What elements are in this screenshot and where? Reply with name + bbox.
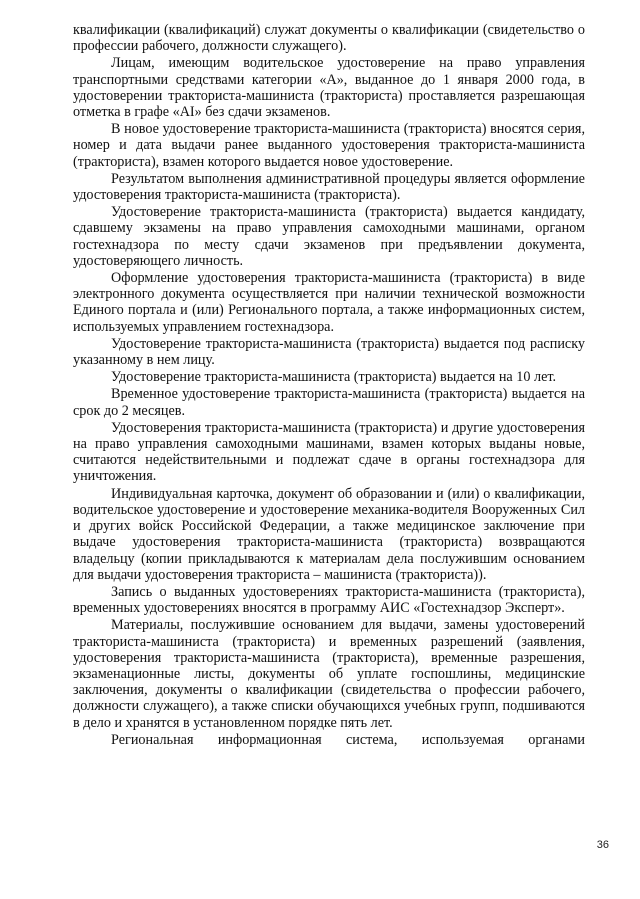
paragraph: Материалы, послужившие основанием для выдачи, замены удостоверений тракториста-машиниста (тракториста) и временных разрешений (заявления, удостоверения тракториста-машиниста (тракториста), временные разрешения, экзаменационные листы, документы об уплате госпошлины, медицинские заключения, документы о квалификации (свидетельства о профессии рабочего, должности служащего), а также списки обучающихся учебных групп, подшиваются в дело и хранятся в установленном порядке пять лет. bbox=[73, 617, 585, 731]
paragraph: Индивидуальная карточка, документ об образовании и (или) о квалификации, водительское удостоверение и удостоверение механика-водителя Вооруженных Сил и других войск Российской Федерации, а также медицинское заключение при выдаче удостоверения тракториста-машиниста (тракториста) возвращаются владельцу (копии прикладываются к материалам дела послужившим основанием для выдачи удостоверения тракториста – машиниста (тракториста)). bbox=[73, 485, 585, 583]
paragraph: Запись о выданных удостоверениях тракториста-машиниста (тракториста), временных удостоверениях вносятся в программу АИС «Гостехнадзор Эксперт». bbox=[73, 583, 585, 617]
paragraph: Оформление удостоверения тракториста-машиниста (тракториста) в виде электронного документа осуществляется при наличии технической возможности Единого портала и (или) Регионального портала, а также информационных систем, используемых управлением гостехнадзора. bbox=[73, 270, 585, 335]
paragraph: Результатом выполнения административной процедуры является оформление удостоверения тракториста-машиниста (тракториста). bbox=[73, 170, 585, 204]
paragraph: Удостоверение тракториста-машиниста (тракториста) выдается кандидату, сдавшему экзамены на право управления самоходными машинами, органом гостехнадзора по месту сдачи экзаменов при предъявлении документа, удостоверяющего личность. bbox=[73, 204, 585, 269]
paragraph: В новое удостоверение тракториста-машиниста (тракториста) вносятся серия, номер и дата выдачи ранее выданного удостоверения тракториста-машиниста (тракториста), взамен которого выдается новое удостоверение. bbox=[73, 121, 585, 170]
paragraph: квалификации (квалификаций) служат документы о квалификации (свидетельство о профессии рабочего, должности служащего). bbox=[73, 22, 585, 55]
paragraph: Удостоверение тракториста-машиниста (тракториста) выдается под расписку указанному в нем лицу. bbox=[73, 335, 585, 369]
paragraph: Лицам, имеющим водительское удостоверение на право управления транспортными средствами категории «А», выданное до 1 января 2000 года, в удостоверении тракториста-машиниста (тракториста) проставляется разрешающая отметка в графе «AI» без сдачи экзаменов. bbox=[73, 55, 585, 121]
paragraph: Региональная информационная система, используемая органами bbox=[111, 731, 585, 748]
paragraph: Удостоверение тракториста-машиниста (тракториста) выдается на 10 лет. bbox=[111, 369, 557, 386]
document-body bbox=[73, 22, 585, 749]
page-number: 36 bbox=[596, 839, 609, 851]
paragraph: Временное удостоверение тракториста-машиниста (тракториста) выдается на срок до 2 месяцев. bbox=[73, 386, 585, 419]
paragraph: Удостоверения тракториста-машиниста (тракториста) и другие удостоверения на право управления самоходными машинами, взамен которых выданы новые, считаются недействительными и подлежат сдаче в органы гостехнадзора для уничтожения. bbox=[73, 419, 585, 485]
